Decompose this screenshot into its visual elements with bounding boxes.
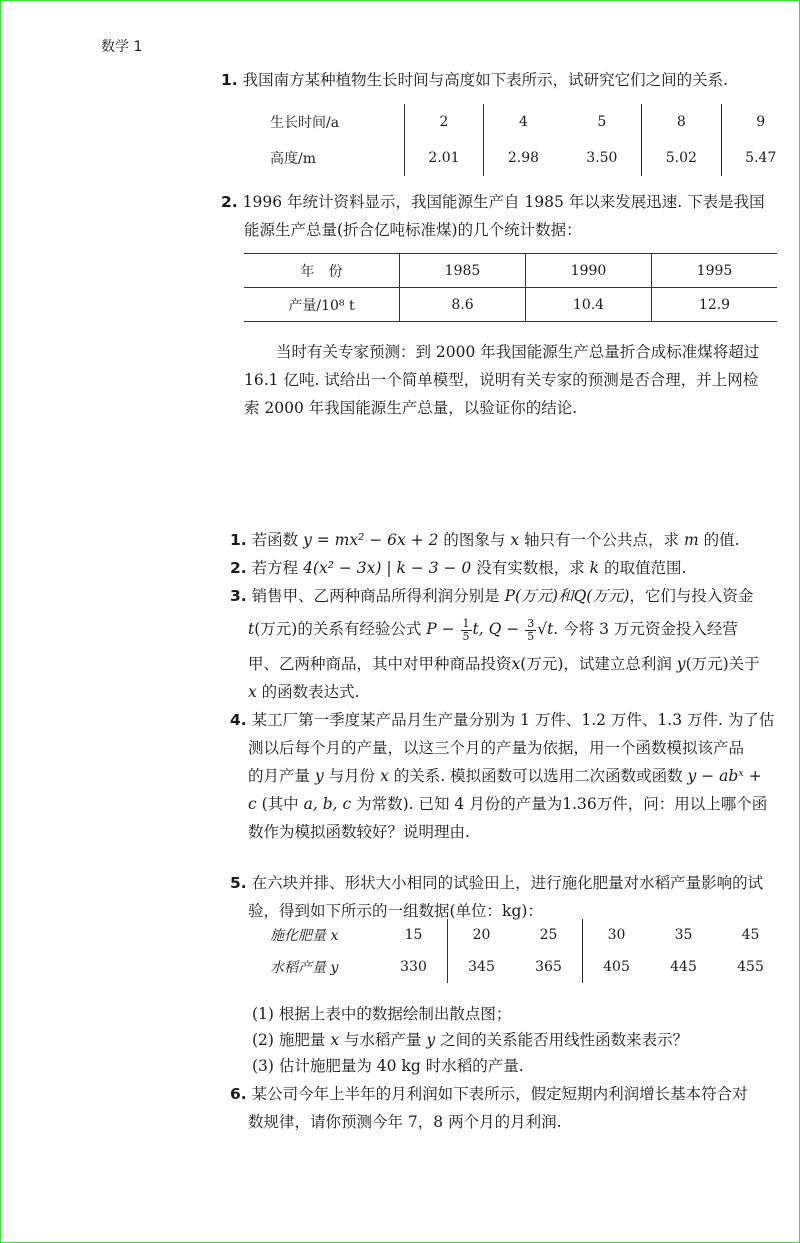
exercise-number: 4.: [230, 711, 247, 729]
equation: , Q −: [478, 620, 525, 638]
table-cell: 2.01: [404, 140, 483, 176]
exercise-text: 与水稻产量: [339, 1031, 427, 1049]
denominator: 5: [462, 629, 470, 643]
exercise-text: ，它们与投入资金: [629, 587, 754, 605]
table-cell: 10.4: [526, 288, 652, 322]
equation: P −: [426, 620, 460, 638]
exercise-4: [230, 706, 774, 734]
table-cell: 4: [518, 114, 528, 130]
equation: y − abˣ +: [687, 767, 762, 785]
exercise-5: [230, 869, 763, 897]
table-header-cell: 施化肥量 x: [270, 928, 339, 944]
equation: 4(x² − 3x) | k − 3 − 0: [303, 559, 472, 577]
problem-number: 2.: [221, 193, 238, 211]
table-cell: 1995: [696, 262, 733, 279]
exercise-text: (万元)的关系有经验公式: [254, 620, 427, 638]
growth-table: [250, 104, 800, 176]
exercise-number: 3.: [230, 587, 247, 605]
variable: t: [472, 620, 479, 638]
paragraph-line: 16.1 亿吨. 试给出一个简单模型，说明有关专家的预测是否合理，并上网检: [244, 371, 759, 389]
exercise-text: 的月产量: [248, 767, 315, 785]
paragraph-line: 当时有关专家预测：到 2000 年我国能源生产总量折合成标准煤将超过: [276, 343, 760, 361]
problem-2: [221, 188, 765, 216]
exercise-text: 的值.: [698, 531, 740, 549]
variable: y: [314, 767, 324, 785]
exercise-text: 在六块并排、形状大小相同的试验田上，进行施化肥量对水稻产量影响的试: [251, 874, 764, 892]
exercise-text: 之间的关系能否用线性函数来表示？: [435, 1031, 689, 1049]
table-cell: 25: [515, 919, 583, 951]
exercise-text: 的关系. 模拟函数可以选用二次函数或函数: [388, 767, 688, 785]
exercise-text: 甲、乙两种商品，其中对甲种商品投资: [248, 655, 512, 673]
table-header-cell: 高度/m: [250, 140, 404, 176]
sqrt-t: √t: [537, 620, 554, 638]
exercise-text-line: 数规律，请你预测今年 7，8 两个月的月利润.: [248, 1113, 562, 1131]
table-cell: 455: [737, 959, 764, 975]
table-cell: 5.02: [642, 140, 721, 176]
variable: t: [248, 620, 255, 638]
table-row: [258, 919, 784, 951]
exercise-text: 没有实数根，求: [471, 559, 590, 577]
problem-text: 我国南方某种植物生长时间与高度如下表所示，试研究它们之间的关系.: [242, 71, 729, 89]
exercise-text: 轴只有一个公共点，求: [519, 531, 684, 549]
table-cell: 2: [404, 104, 483, 140]
table-cell: 2.98: [507, 150, 540, 166]
sub-question-1: (1) 根据上表中的数据绘制出散点图；: [252, 1005, 512, 1023]
table-cell: 15: [380, 919, 448, 951]
table-cell: 1985: [400, 254, 526, 288]
problem-text-line: 能源生产总量(折合亿吨标准煤)的几个统计数据：: [244, 221, 582, 239]
variable: x: [330, 1031, 340, 1049]
exercise-text: 某公司今年上半年的月利润如下表所示，假定短期内利润增长基本符合对: [251, 1085, 748, 1103]
exercise-text-line: 测以后每个月的产量，以这三个月的产量为依据，用一个函数模拟该产品: [248, 739, 745, 757]
exercise-text: 若函数: [251, 531, 304, 549]
table-cell: 405: [603, 959, 630, 975]
variable: x: [380, 767, 389, 785]
table-cell: 345: [468, 959, 495, 975]
exercise-text: 某工厂第一季度某产品月生产量分别为 1 万件、1.2 万件、1.3 万件. 为了估: [251, 711, 775, 729]
variable: c: [248, 795, 257, 813]
table-cell: 445: [670, 959, 697, 975]
page-header: 数学 1: [101, 39, 143, 55]
table-row: [244, 254, 777, 288]
variable: y: [426, 1031, 436, 1049]
table-cell: 8.6: [400, 288, 526, 322]
problem-1: [221, 66, 728, 94]
table-header-cell: 年 份: [244, 254, 400, 288]
numerator: 1: [462, 616, 470, 630]
exercise-number: 1.: [230, 531, 247, 549]
table-row: [244, 288, 777, 322]
energy-table: [244, 253, 777, 322]
exercise-text: 的图象与: [438, 531, 511, 549]
fraction-one-fifth: [461, 618, 472, 643]
table-cell: 35: [674, 927, 693, 943]
exercise-3-line-4: [248, 678, 360, 706]
sub-question-2: [252, 1026, 688, 1054]
variable: x: [511, 655, 521, 673]
exercise-text: 若方程: [251, 559, 304, 577]
table-cell: 3.50: [563, 140, 642, 176]
exercise-4-line-4: [248, 790, 767, 818]
fraction-three-fifths: [525, 618, 536, 643]
table-header-cell: 产量/10⁸ t: [244, 288, 400, 322]
variable: x: [248, 683, 257, 701]
table-cell: 365: [515, 951, 583, 983]
problem-text-line: 1996 年统计资料显示，我国能源生产自 1985 年以来发展迅速. 下表是我国: [242, 193, 765, 211]
table-row: [250, 104, 800, 140]
sub-question-3: (3) 估计施肥量为 40 kg 时水稻的产量.: [252, 1057, 524, 1075]
variable: x: [510, 531, 520, 549]
exercise-3: [230, 582, 753, 610]
exercise-number: 6.: [230, 1085, 247, 1103]
variable: y: [676, 655, 686, 673]
exercise-text-line: 验，得到如下所示的一组数据(单位：kg)：: [248, 902, 543, 920]
exercise-number: 5.: [230, 874, 247, 892]
table-cell: 12.9: [698, 296, 731, 313]
exercise-text: (其中: [256, 795, 304, 813]
exercise-6: [230, 1080, 748, 1108]
exercise-2: [230, 554, 686, 582]
exercise-text: P(万元)和Q(万元): [504, 587, 630, 605]
exercise-text: (2) 施肥量: [252, 1031, 331, 1049]
exercise-text-line: 数作为模拟函数较好？说明理由.: [248, 823, 470, 841]
problem-number: 1.: [221, 71, 238, 89]
exercise-text: . 今将 3 万元资金投入经营: [553, 620, 738, 638]
table-cell: 30: [607, 927, 626, 943]
exercise-text: 销售甲、乙两种商品所得利润分别是: [251, 587, 505, 605]
exercise-number: 2.: [230, 559, 247, 577]
equation: y = mx² − 6x + 2: [303, 531, 439, 549]
exercise-text: 的取值范围.: [599, 559, 687, 577]
variable: k: [589, 559, 600, 577]
exercise-text: (万元)，试建立总利润: [520, 655, 677, 673]
table-cell: 8: [642, 104, 721, 140]
exercise-text: 的函数表达式.: [256, 683, 360, 701]
numerator: 3: [527, 616, 535, 630]
paragraph-line: 索 2000 年我国能源生产总量，以验证你的结论.: [244, 399, 578, 417]
table-cell: 9: [756, 114, 766, 130]
table-cell: 20: [472, 927, 491, 943]
variables: a, b, c: [303, 795, 352, 813]
denominator: 5: [527, 629, 535, 643]
table-row: [250, 140, 800, 176]
table-cell: 5: [563, 104, 642, 140]
variable: m: [683, 531, 699, 549]
exercise-3-line-2: [248, 612, 738, 646]
exercise-text: 与月份: [323, 767, 381, 785]
fertilizer-table: [258, 919, 785, 983]
exercise-text: (万元)关于: [685, 655, 760, 673]
table-cell: 45: [741, 927, 760, 943]
exercise-4-line-3: [248, 762, 762, 790]
exercise-1: [230, 526, 740, 554]
table-cell: 5.47: [745, 150, 777, 166]
table-cell: 330: [380, 951, 448, 983]
table-row: [258, 951, 784, 983]
table-header-cell: 生长时间/a: [250, 104, 404, 140]
table-header-cell: 水稻产量 y: [270, 960, 339, 976]
exercise-3-line-3: [248, 650, 760, 678]
exercise-text: 为常数). 已知 4 月份的产量为1.36万件，问：用以上哪个函: [351, 795, 768, 813]
table-cell: 1990: [526, 254, 652, 288]
